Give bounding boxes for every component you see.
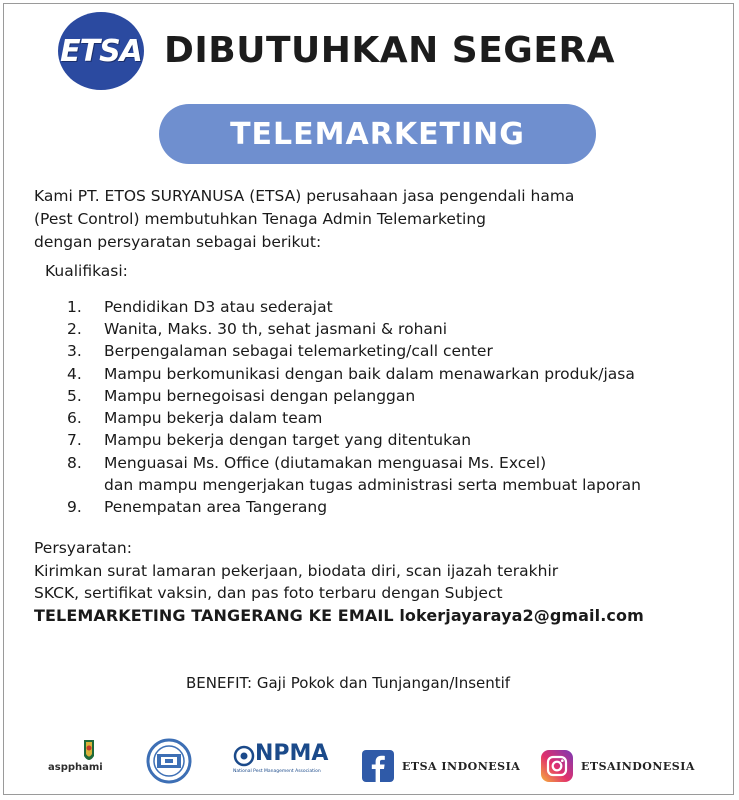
intro-line: dengan persyaratan sebagai berikut:: [34, 233, 322, 251]
facebook-label: ETSA INDONESIA: [402, 760, 521, 773]
list-item-number: 5.: [67, 387, 82, 405]
list-item-number: 9.: [67, 498, 82, 516]
list-item-text: Mampu bekerja dalam team: [104, 409, 323, 427]
list-item-text: Penempatan area Tangerang: [104, 498, 328, 516]
list-item-text: dan mampu mengerjakan tugas administrasi serta membuat laporan: [104, 476, 641, 494]
npma-subtitle: National Pest Management Association: [233, 769, 321, 774]
intro-line: Kami PT. ETOS SURYANUSA (ETSA) perusahaan jasa pengendali hama: [34, 187, 575, 205]
list-item-number: 1.: [67, 298, 82, 316]
etsa-logo: [58, 12, 144, 90]
position-title: TELEMARKETING: [230, 116, 525, 152]
list-item-text: Mampu berkomunikasi dengan baik dalam menawarkan produk/jasa: [104, 365, 635, 383]
npma-logo: [233, 743, 343, 783]
list-item-number: 6.: [67, 409, 82, 427]
certification-badge-icon: [142, 738, 196, 784]
requirements-email-line: TELEMARKETING TANGERANG KE EMAIL lokerjayaraya2@gmail.com: [34, 605, 644, 625]
list-item-text: Mampu bekerja dengan target yang ditentukan: [104, 431, 472, 449]
position-title-banner: [159, 104, 596, 164]
requirements-line: Kirimkan surat lamaran pekerjaan, biodata diri, scan ijazah terakhir: [34, 561, 559, 580]
list-item-number: 3.: [67, 342, 82, 360]
requirements-line: SKCK, sertifikat vaksin, dan pas foto terbaru dengan Subject: [34, 584, 503, 602]
list-item-text: Wanita, Maks. 30 th, sehat jasmani & rohani: [104, 320, 448, 338]
requirements-section: [34, 537, 734, 627]
npma-label: NPMA: [255, 741, 329, 766]
certification-badge-logo: [142, 738, 196, 784]
requirements-heading: Persyaratan:: [34, 539, 132, 557]
npma-globe-icon: [233, 745, 255, 767]
list-item-number: 8.: [67, 454, 82, 472]
qualifications-heading: Kualifikasi:: [45, 262, 128, 280]
list-item-number: 7.: [67, 431, 82, 449]
list-item-text: Pendidikan D3 atau sederajat: [104, 298, 333, 316]
instagram-icon: [541, 750, 573, 782]
intro-line: (Pest Control) membutuhkan Tenaga Admin Telemarketing: [34, 210, 487, 228]
etsa-logo-text: ETSA: [60, 33, 142, 69]
intro-paragraph: [34, 185, 724, 254]
list-item-text: Mampu bernegoisasi dengan pelanggan: [104, 387, 416, 405]
facebook-icon: [362, 750, 394, 782]
list-item-number: 2.: [67, 320, 82, 338]
facebook-link[interactable]: [362, 750, 532, 784]
list-item-number: 4.: [67, 365, 82, 383]
aspphami-label: aspphami: [48, 762, 103, 773]
instagram-label: ETSAINDONESIA: [581, 760, 695, 773]
aspphami-logo: [50, 738, 114, 788]
instagram-link[interactable]: [541, 750, 711, 784]
benefit-text: BENEFIT: Gaji Pokok dan Tunjangan/Insentif: [186, 674, 511, 692]
list-item-text: Berpengalaman sebagai telemarketing/call center: [104, 342, 493, 360]
list-item-text: Menguasai Ms. Office (diutamakan menguasai Ms. Excel): [104, 454, 547, 472]
headline: DIBUTUHKAN SEGERA: [164, 30, 616, 71]
